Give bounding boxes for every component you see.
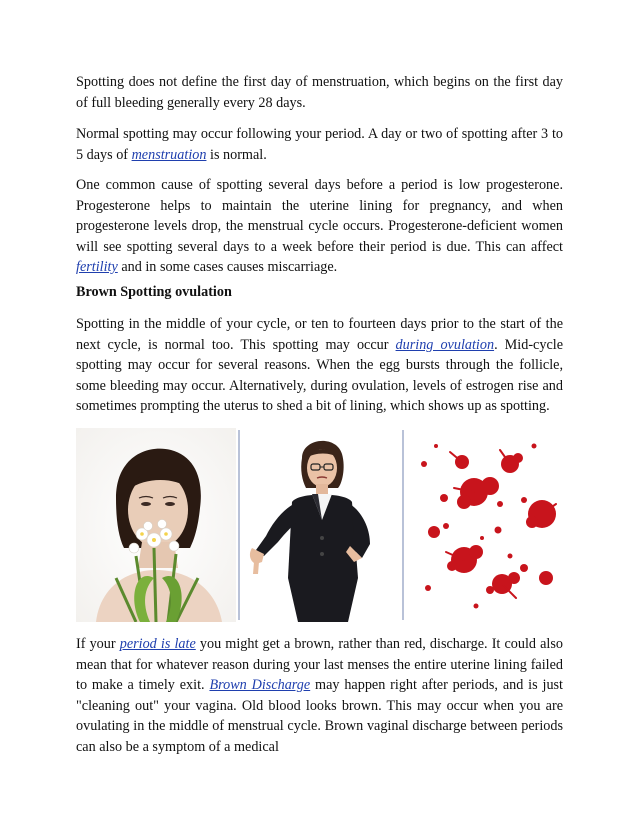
- paragraph-spotting-definition: [76, 72, 563, 113]
- paragraph-text: Spotting does not define the first day of menstruation, which begins on the first day of full bleeding generally every 28 days.: [76, 74, 563, 111]
- image-divider: [238, 430, 240, 620]
- paragraph-brown-discharge: [76, 634, 563, 757]
- businesswoman-thumbs-down-image: [242, 428, 400, 622]
- paragraph-normal-spotting: [76, 124, 563, 165]
- brown-discharge-link[interactable]: Brown Discharge: [209, 677, 311, 693]
- paragraph-text: If your: [76, 636, 120, 652]
- fertility-link[interactable]: fertility: [76, 259, 118, 275]
- paragraph-text: Normal spotting may occur following your period. A day or two of spotting after 3 to 5 days of: [76, 126, 563, 163]
- paragraph-text: and in some cases causes miscarriage.: [117, 259, 338, 275]
- paragraph-text: you might get a brown, rather than red, discharge. It could also mean that for whatever reason during your last menses the entire uterine lining failed to make a timely exit.: [76, 636, 563, 693]
- section-heading: Brown Spotting ovulation: [76, 284, 232, 300]
- paragraph-text: . Mid-cycle spotting may occur for several reasons. When the egg bursts through the follicle, some bleeding may occur. Alternatively, during ovulation, levels of estrogen rise and sometimes prompting the uterus to shed a bit of lining, which shows up as spotting.: [76, 336, 563, 414]
- paragraph-low-progesterone: [76, 175, 563, 278]
- paragraph-text: Spotting in the middle of your cycle, or ten to fourteen days prior to the start of the next cycle, is normal too. This spotting may occur: [76, 316, 563, 353]
- period-is-late-link[interactable]: period is late: [119, 636, 196, 652]
- blood-spots-image: [406, 428, 563, 622]
- paragraph-text: may happen right after periods, and is just "cleaning out" your vagina. Old blood looks brown. This may occur when you are ovulating in the middle of menstrual cycle. Brown vaginal discharge between periods can also be a symptom of a medical: [76, 677, 563, 755]
- woman-with-flowers-image: [76, 428, 236, 622]
- paragraph-text: is normal.: [206, 146, 267, 163]
- paragraph-ovulation-spotting: [76, 314, 563, 417]
- paragraph-text: One common cause of spotting several days before a period is low progesterone. Progesterone helps to maintain the uterine lining for pregnancy, and when progesterone levels drop, the menstrual cycle occurs. Progesterone-deficient women will see spotting several days to a week before their period is due. This can affect: [76, 177, 563, 255]
- image-divider: [402, 430, 404, 620]
- during-ovulation-link[interactable]: during ovulation: [395, 336, 495, 353]
- menstruation-link[interactable]: menstruation: [131, 146, 207, 163]
- image-strip: [76, 428, 563, 622]
